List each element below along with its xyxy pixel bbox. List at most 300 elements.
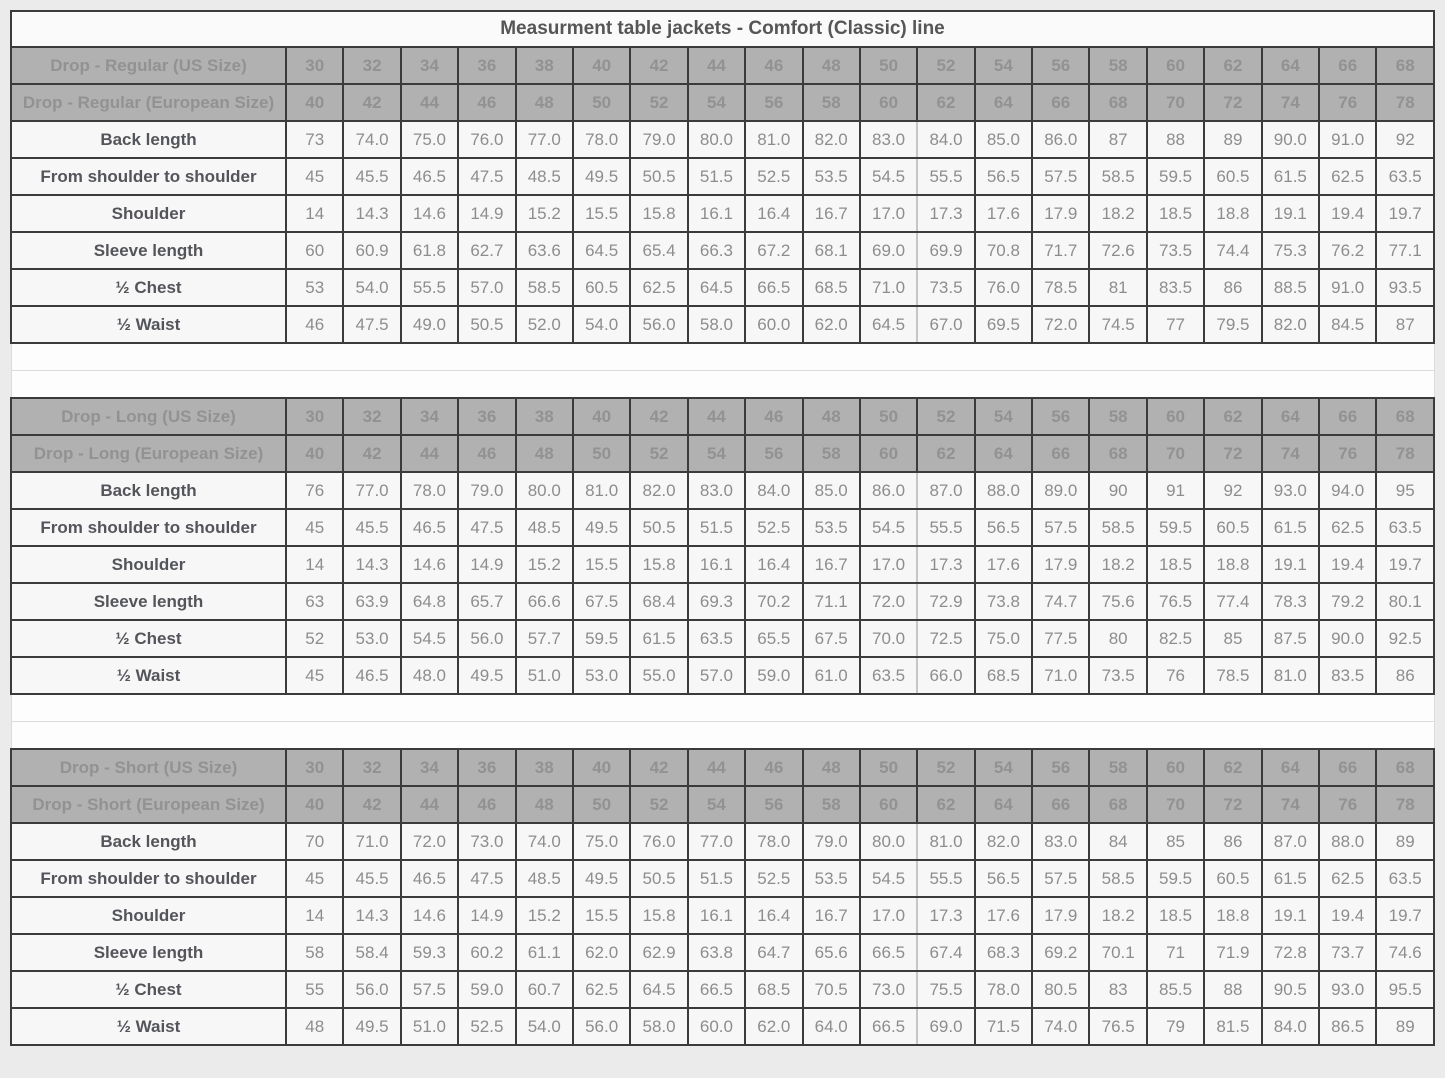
value-cell: 59.0: [458, 971, 515, 1008]
row-label: Sleeve length: [11, 232, 286, 269]
value-cell: 64.0: [803, 1008, 860, 1045]
size-header-cell: 64: [1262, 749, 1319, 786]
value-cell: 88.0: [975, 472, 1032, 509]
row-label: Back length: [11, 121, 286, 158]
measurement-row: [11, 232, 1434, 269]
spacer-row: [11, 722, 1434, 750]
value-cell: 17.9: [1032, 195, 1089, 232]
value-cell: 15.2: [516, 897, 573, 934]
row-label: From shoulder to shoulder: [11, 158, 286, 195]
size-header-cell: 42: [630, 398, 687, 435]
row-label: Back length: [11, 472, 286, 509]
size-header-cell: 52: [630, 786, 687, 823]
value-cell: 49.5: [343, 1008, 400, 1045]
value-cell: 14.9: [458, 195, 515, 232]
size-header-cell: 30: [286, 398, 343, 435]
size-header-cell: 44: [688, 47, 745, 84]
value-cell: 16.4: [745, 195, 802, 232]
size-header-cell: 46: [745, 47, 802, 84]
value-cell: 66.0: [917, 657, 974, 694]
value-cell: 59.3: [401, 934, 458, 971]
value-cell: 54.0: [573, 306, 630, 343]
value-cell: 68.3: [975, 934, 1032, 971]
value-cell: 82.5: [1147, 620, 1204, 657]
value-cell: 93.0: [1262, 472, 1319, 509]
size-header-cell: 36: [458, 398, 515, 435]
value-cell: 58.5: [1089, 860, 1146, 897]
size-header-cell: 60: [1147, 749, 1204, 786]
value-cell: 64.5: [688, 269, 745, 306]
value-cell: 53.0: [573, 657, 630, 694]
size-header-cell: 68: [1089, 84, 1146, 121]
value-cell: 88: [1147, 121, 1204, 158]
value-cell: 60.0: [745, 306, 802, 343]
size-header-cell: 58: [1089, 47, 1146, 84]
value-cell: 59.5: [1147, 509, 1204, 546]
value-cell: 48.0: [401, 657, 458, 694]
size-header-cell: 40: [573, 398, 630, 435]
value-cell: 76.0: [458, 121, 515, 158]
value-cell: 14.9: [458, 546, 515, 583]
size-header-cell: 38: [516, 47, 573, 84]
value-cell: 78.0: [573, 121, 630, 158]
size-header-cell: 40: [573, 47, 630, 84]
value-cell: 73: [286, 121, 343, 158]
value-cell: 68.5: [745, 971, 802, 1008]
size-header-cell: 50: [573, 84, 630, 121]
size-header-cell: 56: [1032, 398, 1089, 435]
value-cell: 91.0: [1319, 269, 1376, 306]
value-cell: 76: [286, 472, 343, 509]
value-cell: 79: [1147, 1008, 1204, 1045]
value-cell: 48.5: [516, 158, 573, 195]
value-cell: 71.0: [1032, 657, 1089, 694]
value-cell: 58.5: [516, 269, 573, 306]
value-cell: 90.0: [1262, 121, 1319, 158]
measurement-row: [11, 472, 1434, 509]
size-header-cell: 44: [688, 398, 745, 435]
measurement-row: [11, 195, 1434, 232]
value-cell: 15.8: [630, 546, 687, 583]
value-cell: 94.0: [1319, 472, 1376, 509]
value-cell: 58.5: [1089, 509, 1146, 546]
value-cell: 55.5: [401, 269, 458, 306]
value-cell: 69.2: [1032, 934, 1089, 971]
value-cell: 51.0: [401, 1008, 458, 1045]
value-cell: 62.0: [573, 934, 630, 971]
value-cell: 65.4: [630, 232, 687, 269]
value-cell: 75.0: [401, 121, 458, 158]
size-header-cell: 48: [516, 435, 573, 472]
value-cell: 71.0: [343, 823, 400, 860]
size-header-cell: 66: [1319, 398, 1376, 435]
value-cell: 91.0: [1319, 121, 1376, 158]
value-cell: 88: [1204, 971, 1261, 1008]
value-cell: 87.0: [1262, 823, 1319, 860]
size-header-cell: 54: [688, 435, 745, 472]
value-cell: 62.9: [630, 934, 687, 971]
value-cell: 61.5: [1262, 860, 1319, 897]
value-cell: 56.5: [975, 509, 1032, 546]
value-cell: 85: [1147, 823, 1204, 860]
value-cell: 72.0: [860, 583, 917, 620]
value-cell: 19.1: [1262, 546, 1319, 583]
value-cell: 64.5: [860, 306, 917, 343]
row-label: From shoulder to shoulder: [11, 509, 286, 546]
value-cell: 78.0: [975, 971, 1032, 1008]
value-cell: 89: [1376, 823, 1434, 860]
size-header-cell: 50: [860, 398, 917, 435]
size-header-cell: 44: [401, 435, 458, 472]
size-header-cell: 46: [458, 786, 515, 823]
value-cell: 63.5: [860, 657, 917, 694]
size-header-cell: 54: [975, 47, 1032, 84]
value-cell: 17.3: [917, 195, 974, 232]
value-cell: 53.0: [343, 620, 400, 657]
value-cell: 73.0: [860, 971, 917, 1008]
value-cell: 15.2: [516, 195, 573, 232]
size-header-cell: 56: [745, 84, 802, 121]
value-cell: 83.0: [688, 472, 745, 509]
size-header-cell: 32: [343, 398, 400, 435]
value-cell: 48.5: [516, 860, 573, 897]
section-header-label: Drop - Short (US Size): [11, 749, 286, 786]
value-cell: 54.5: [401, 620, 458, 657]
value-cell: 45: [286, 657, 343, 694]
value-cell: 73.5: [1089, 657, 1146, 694]
value-cell: 70.0: [860, 620, 917, 657]
size-header-cell: 62: [1204, 47, 1261, 84]
value-cell: 62.7: [458, 232, 515, 269]
measurement-row: [11, 306, 1434, 343]
section-header-label: Drop - Long (US Size): [11, 398, 286, 435]
value-cell: 83.5: [1147, 269, 1204, 306]
size-header-cell: 60: [860, 786, 917, 823]
size-header-cell: 58: [1089, 398, 1146, 435]
value-cell: 19.7: [1376, 195, 1434, 232]
value-cell: 61.5: [630, 620, 687, 657]
spacer-cell: [11, 371, 1434, 399]
size-header-cell: 66: [1319, 47, 1376, 84]
value-cell: 87: [1376, 306, 1434, 343]
section-header-row: [11, 749, 1434, 786]
value-cell: 72.0: [401, 823, 458, 860]
measurement-row: [11, 509, 1434, 546]
value-cell: 18.5: [1147, 195, 1204, 232]
value-cell: 16.7: [803, 897, 860, 934]
value-cell: 53.5: [803, 860, 860, 897]
size-header-cell: 48: [803, 749, 860, 786]
value-cell: 81.0: [917, 823, 974, 860]
value-cell: 45.5: [343, 509, 400, 546]
value-cell: 50.5: [458, 306, 515, 343]
size-header-cell: 48: [803, 398, 860, 435]
value-cell: 62.5: [1319, 509, 1376, 546]
size-header-cell: 66: [1032, 786, 1089, 823]
size-header-cell: 68: [1089, 786, 1146, 823]
size-header-cell: 76: [1319, 786, 1376, 823]
value-cell: 55.5: [917, 509, 974, 546]
value-cell: 73.7: [1319, 934, 1376, 971]
value-cell: 78.3: [1262, 583, 1319, 620]
value-cell: 63.9: [343, 583, 400, 620]
value-cell: 55.5: [917, 158, 974, 195]
size-header-cell: 54: [975, 398, 1032, 435]
value-cell: 60.5: [1204, 509, 1261, 546]
value-cell: 16.4: [745, 897, 802, 934]
size-header-cell: 64: [975, 435, 1032, 472]
size-header-cell: 60: [1147, 47, 1204, 84]
value-cell: 68.4: [630, 583, 687, 620]
value-cell: 82.0: [803, 121, 860, 158]
size-header-cell: 62: [917, 84, 974, 121]
value-cell: 58.5: [1089, 158, 1146, 195]
size-header-cell: 70: [1147, 786, 1204, 823]
value-cell: 17.0: [860, 546, 917, 583]
size-header-cell: 62: [917, 435, 974, 472]
value-cell: 82.0: [1262, 306, 1319, 343]
size-header-cell: 58: [803, 786, 860, 823]
value-cell: 54.5: [860, 158, 917, 195]
value-cell: 51.0: [516, 657, 573, 694]
value-cell: 60.5: [573, 269, 630, 306]
value-cell: 88.5: [1262, 269, 1319, 306]
value-cell: 77.0: [688, 823, 745, 860]
value-cell: 58.4: [343, 934, 400, 971]
value-cell: 62.5: [630, 269, 687, 306]
size-header-cell: 54: [688, 84, 745, 121]
value-cell: 80.5: [1032, 971, 1089, 1008]
size-header-cell: 66: [1032, 435, 1089, 472]
size-header-cell: 72: [1204, 435, 1261, 472]
measurement-row: [11, 620, 1434, 657]
value-cell: 49.5: [573, 860, 630, 897]
value-cell: 18.5: [1147, 897, 1204, 934]
value-cell: 50.5: [630, 158, 687, 195]
size-header-cell: 50: [860, 749, 917, 786]
size-header-cell: 68: [1376, 398, 1434, 435]
value-cell: 60: [286, 232, 343, 269]
value-cell: 18.2: [1089, 546, 1146, 583]
value-cell: 76.2: [1319, 232, 1376, 269]
row-label: ½ Waist: [11, 306, 286, 343]
value-cell: 74.0: [516, 823, 573, 860]
value-cell: 79.0: [458, 472, 515, 509]
size-header-cell: 46: [745, 749, 802, 786]
value-cell: 52.5: [745, 158, 802, 195]
value-cell: 16.7: [803, 546, 860, 583]
value-cell: 57.0: [458, 269, 515, 306]
value-cell: 54.0: [516, 1008, 573, 1045]
value-cell: 14.9: [458, 897, 515, 934]
value-cell: 77.4: [1204, 583, 1261, 620]
size-header-cell: 38: [516, 749, 573, 786]
value-cell: 86.0: [860, 472, 917, 509]
value-cell: 55.0: [630, 657, 687, 694]
value-cell: 82.0: [975, 823, 1032, 860]
section-header-label: Drop - Regular (European Size): [11, 84, 286, 121]
row-label: ½ Waist: [11, 657, 286, 694]
value-cell: 51.5: [688, 860, 745, 897]
value-cell: 75.0: [975, 620, 1032, 657]
value-cell: 69.5: [975, 306, 1032, 343]
value-cell: 87.5: [1262, 620, 1319, 657]
section-header-label: Drop - Regular (US Size): [11, 47, 286, 84]
size-header-cell: 46: [458, 435, 515, 472]
value-cell: 14.3: [343, 546, 400, 583]
value-cell: 17.6: [975, 546, 1032, 583]
measurement-row: [11, 269, 1434, 306]
value-cell: 71.7: [1032, 232, 1089, 269]
value-cell: 64.8: [401, 583, 458, 620]
value-cell: 83: [1089, 971, 1146, 1008]
value-cell: 57.5: [401, 971, 458, 1008]
value-cell: 47.5: [458, 509, 515, 546]
value-cell: 48.5: [516, 509, 573, 546]
value-cell: 45: [286, 509, 343, 546]
value-cell: 70.2: [745, 583, 802, 620]
value-cell: 57.7: [516, 620, 573, 657]
value-cell: 75.0: [573, 823, 630, 860]
value-cell: 74.6: [1376, 934, 1434, 971]
value-cell: 14.3: [343, 195, 400, 232]
value-cell: 79.5: [1204, 306, 1261, 343]
size-header-cell: 34: [401, 398, 458, 435]
size-header-cell: 64: [975, 84, 1032, 121]
spacer-row: [11, 343, 1434, 371]
section-header-row: [11, 398, 1434, 435]
value-cell: 56.5: [975, 860, 1032, 897]
value-cell: 17.0: [860, 195, 917, 232]
value-cell: 17.9: [1032, 897, 1089, 934]
size-header-cell: 60: [860, 435, 917, 472]
value-cell: 85.5: [1147, 971, 1204, 1008]
value-cell: 14: [286, 546, 343, 583]
row-label: Sleeve length: [11, 583, 286, 620]
measurement-row: [11, 583, 1434, 620]
value-cell: 80.1: [1376, 583, 1434, 620]
value-cell: 66.5: [860, 1008, 917, 1045]
value-cell: 78.5: [1032, 269, 1089, 306]
size-header-cell: 68: [1089, 435, 1146, 472]
measurement-row: [11, 860, 1434, 897]
value-cell: 66.5: [860, 934, 917, 971]
value-cell: 78.5: [1204, 657, 1261, 694]
value-cell: 91: [1147, 472, 1204, 509]
value-cell: 83.5: [1319, 657, 1376, 694]
value-cell: 67.5: [573, 583, 630, 620]
value-cell: 16.4: [745, 546, 802, 583]
spacer-row: [11, 371, 1434, 399]
size-header-cell: 50: [573, 786, 630, 823]
value-cell: 63.6: [516, 232, 573, 269]
value-cell: 84.0: [1262, 1008, 1319, 1045]
value-cell: 52.5: [458, 1008, 515, 1045]
value-cell: 58: [286, 934, 343, 971]
value-cell: 85.0: [975, 121, 1032, 158]
value-cell: 71.0: [860, 269, 917, 306]
size-header-cell: 74: [1262, 435, 1319, 472]
measurement-row: [11, 934, 1434, 971]
size-header-cell: 52: [917, 398, 974, 435]
value-cell: 47.5: [458, 158, 515, 195]
value-cell: 89: [1204, 121, 1261, 158]
measurement-row: [11, 546, 1434, 583]
size-header-cell: 42: [630, 749, 687, 786]
value-cell: 81.0: [1262, 657, 1319, 694]
value-cell: 90.0: [1319, 620, 1376, 657]
value-cell: 80: [1089, 620, 1146, 657]
size-header-cell: 50: [573, 435, 630, 472]
value-cell: 19.4: [1319, 546, 1376, 583]
value-cell: 19.4: [1319, 195, 1376, 232]
measurement-row: [11, 897, 1434, 934]
value-cell: 77.1: [1376, 232, 1434, 269]
size-header-cell: 58: [1089, 749, 1146, 786]
value-cell: 46: [286, 306, 343, 343]
value-cell: 18.8: [1204, 546, 1261, 583]
title-row: [11, 11, 1434, 47]
spacer-cell: [11, 722, 1434, 750]
size-header-cell: 56: [745, 435, 802, 472]
spacer-row: [11, 694, 1434, 722]
value-cell: 17.3: [917, 546, 974, 583]
value-cell: 77: [1147, 306, 1204, 343]
value-cell: 61.0: [803, 657, 860, 694]
size-header-cell: 52: [917, 749, 974, 786]
value-cell: 19.1: [1262, 897, 1319, 934]
size-header-cell: 76: [1319, 84, 1376, 121]
section-header-row: [11, 84, 1434, 121]
row-label: ½ Chest: [11, 269, 286, 306]
value-cell: 17.3: [917, 897, 974, 934]
value-cell: 79.2: [1319, 583, 1376, 620]
size-header-cell: 60: [1147, 398, 1204, 435]
size-header-cell: 42: [343, 786, 400, 823]
value-cell: 63.5: [1376, 509, 1434, 546]
value-cell: 60.0: [688, 1008, 745, 1045]
value-cell: 71.1: [803, 583, 860, 620]
value-cell: 66.6: [516, 583, 573, 620]
value-cell: 81.0: [745, 121, 802, 158]
value-cell: 74.7: [1032, 583, 1089, 620]
measurement-table: [10, 10, 1435, 1046]
value-cell: 83.0: [860, 121, 917, 158]
size-header-cell: 42: [343, 84, 400, 121]
value-cell: 45.5: [343, 158, 400, 195]
value-cell: 14.6: [401, 546, 458, 583]
value-cell: 86.5: [1319, 1008, 1376, 1045]
value-cell: 76: [1147, 657, 1204, 694]
section-header-label: Drop - Long (European Size): [11, 435, 286, 472]
value-cell: 56.0: [630, 306, 687, 343]
value-cell: 61.5: [1262, 509, 1319, 546]
value-cell: 68.1: [803, 232, 860, 269]
value-cell: 16.1: [688, 897, 745, 934]
value-cell: 60.7: [516, 971, 573, 1008]
value-cell: 49.5: [573, 158, 630, 195]
row-label: From shoulder to shoulder: [11, 860, 286, 897]
value-cell: 67.4: [917, 934, 974, 971]
size-header-cell: 68: [1376, 47, 1434, 84]
value-cell: 51.5: [688, 158, 745, 195]
value-cell: 15.2: [516, 546, 573, 583]
size-header-cell: 64: [1262, 398, 1319, 435]
size-header-cell: 44: [401, 84, 458, 121]
value-cell: 84.0: [917, 121, 974, 158]
value-cell: 75.6: [1089, 583, 1146, 620]
value-cell: 73.5: [1147, 232, 1204, 269]
